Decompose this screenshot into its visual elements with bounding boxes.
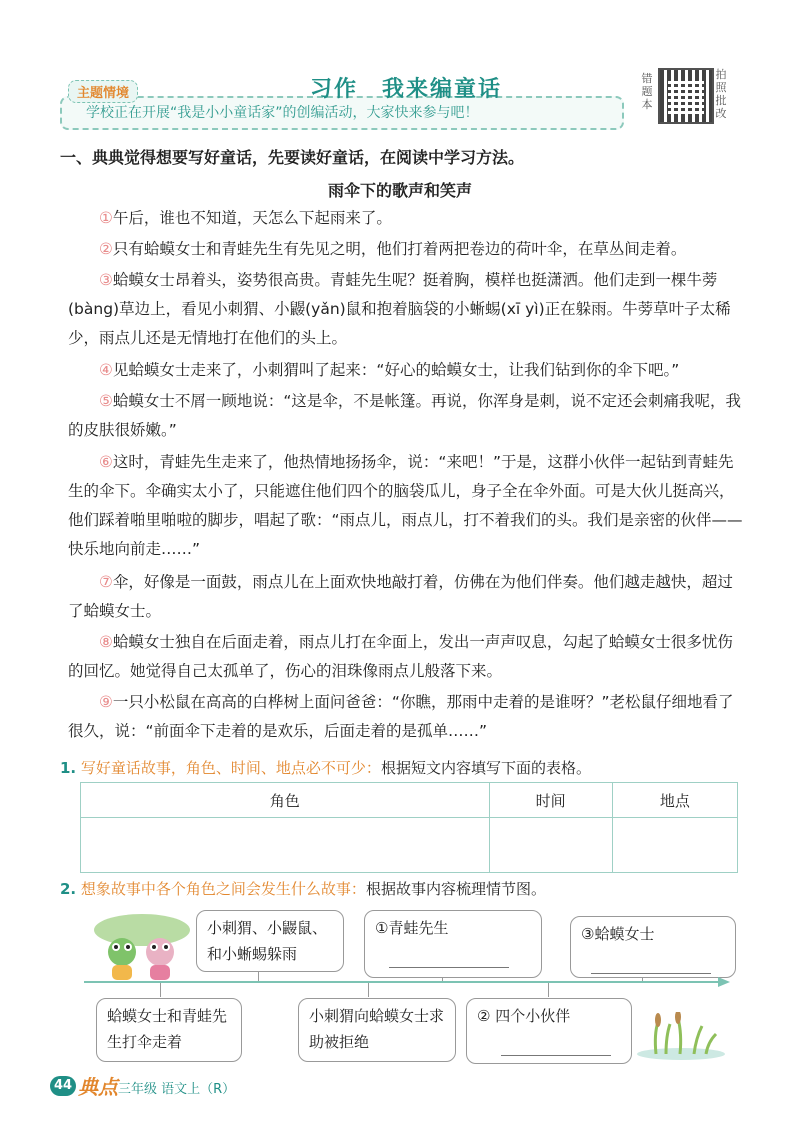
story-paragraph: ⑨一只小松鼠在高高的白桦树上面问爸爸：“你瞧，那雨中走着的是谁呀？”老松鼠仔细地看了很久，说：“前面伞下走着的是欢乐，后面走着的是孤单……” [68, 693, 734, 740]
story-paragraph: ⑤蛤蟆女士不屑一顾地说：“这是伞，不是帐篷。再说，你浑身是刺，说不定还会刺痛我呢，我的皮肤很娇嫩。” [68, 392, 741, 439]
qr-left-label: 错题本 [641, 72, 653, 111]
qr-code-icon[interactable] [658, 68, 714, 124]
frog-toad-illustration [90, 910, 195, 985]
plot-box-bottom-1: 蛤蟆女士和青蛙先生打伞走着 [96, 998, 242, 1062]
story-paragraph: ③蛤蟆女士昂着头，姿势很高贵。青蛙先生呢？挺着胸，模样也挺潇洒。他们走到一棵牛蒡(bàng)草边上，看见小刺猬、小鼹(yǎn)鼠和抱着脑袋的小蜥蜴(xī yì)正在躲雨。牛蒡草叶子太稀少，雨点儿还是无情地打在他们的头上。 [68, 271, 731, 347]
section-heading: 一、典典觉得想要写好童话，先要读好童话，在阅读中学习方法。 [60, 148, 525, 167]
story-paragraph: ①午后，谁也不知道，天怎么下起雨来了。 [99, 209, 392, 227]
story-paragraph: ④见蛤蟆女士走来了，小刺猬叫了起来：“好心的蛤蟆女士，让我们钻到你的伞下吧。” [99, 361, 680, 379]
answer-cell-role[interactable] [81, 818, 490, 873]
plot-box-bottom-3[interactable]: ② 四个小伙伴 [466, 998, 632, 1064]
page-title [310, 72, 502, 103]
table-header-time: 时间 [489, 783, 612, 818]
theme-subtitle: 学校正在开展“我是小小童话家”的创编活动，大家快来参与吧！ [86, 105, 479, 121]
answer-cell-place[interactable] [612, 818, 737, 873]
table-header-place: 地点 [612, 783, 737, 818]
question-1: 1. 写好童话故事，角色、时间、地点必不可少：根据短文内容填写下面的表格。 [60, 759, 591, 777]
title-part-b: 我来编童话 [382, 77, 503, 102]
page-number: 44 [50, 1076, 76, 1096]
plot-box-top-1: 小刺猬、小鼹鼠、和小蜥蜴躲雨 [196, 910, 344, 972]
timeline-arrow-icon [718, 976, 732, 988]
question-2: 2. 想象故事中各个角色之间会发生什么故事：根据故事内容梳理情节图。 [60, 880, 546, 898]
story-paragraph: ⑥这时，青蛙先生走来了，他热情地扬扬伞，说：“来吧！”于是，这群小伙伴一起钻到青蛙先生的伞下。伞确实太小了，只能遮住他们四个的脑袋瓜儿，身子全在伞外面。可是大伙儿挺高兴，他们踩着啪里啪啦的脚步，唱起了歌：“雨点儿，雨点儿，打不着我们的头。我们是亲密的伙伴——快乐地向前走……” [68, 453, 743, 558]
story-title: 雨伞下的歌声和笑声 [327, 181, 472, 200]
answer-cell-time[interactable] [489, 818, 612, 873]
story-paragraph: ②只有蛤蟆女士和青蛙先生有先见之明，他们打着两把卷边的荷叶伞，在草丛间走着。 [99, 240, 687, 258]
info-table [80, 782, 738, 873]
book-info: 三年级 语文上（R） [118, 1082, 236, 1097]
plot-timeline [84, 981, 724, 983]
title-part-a: 习作 [310, 77, 359, 102]
plot-box-top-2[interactable]: ①青蛙先生 [364, 910, 542, 978]
qr-right-label: 拍照批改 [715, 68, 727, 120]
plot-box-top-3[interactable]: ③蛤蟆女士 [570, 916, 736, 978]
grass-illustration [636, 1012, 726, 1060]
brand-logo: 典点 [78, 1075, 118, 1099]
table-header-role: 角色 [81, 783, 490, 818]
plot-box-bottom-2: 小刺猬向蛤蟆女士求助被拒绝 [298, 998, 456, 1062]
story-paragraph: ⑧蛤蟆女士独自在后面走着，雨点儿打在伞面上，发出一声声叹息，勾起了蛤蟆女士很多忧伤的回忆。她觉得自己太孤单了，伤心的泪珠像雨点儿般落下来。 [68, 633, 733, 680]
theme-tag: 主题情境 [68, 80, 138, 103]
story-paragraph: ⑦伞，好像是一面鼓，雨点儿在上面欢快地敲打着，仿佛在为他们伴奏。他们越走越快，超过了蛤蟆女士。 [68, 573, 733, 620]
